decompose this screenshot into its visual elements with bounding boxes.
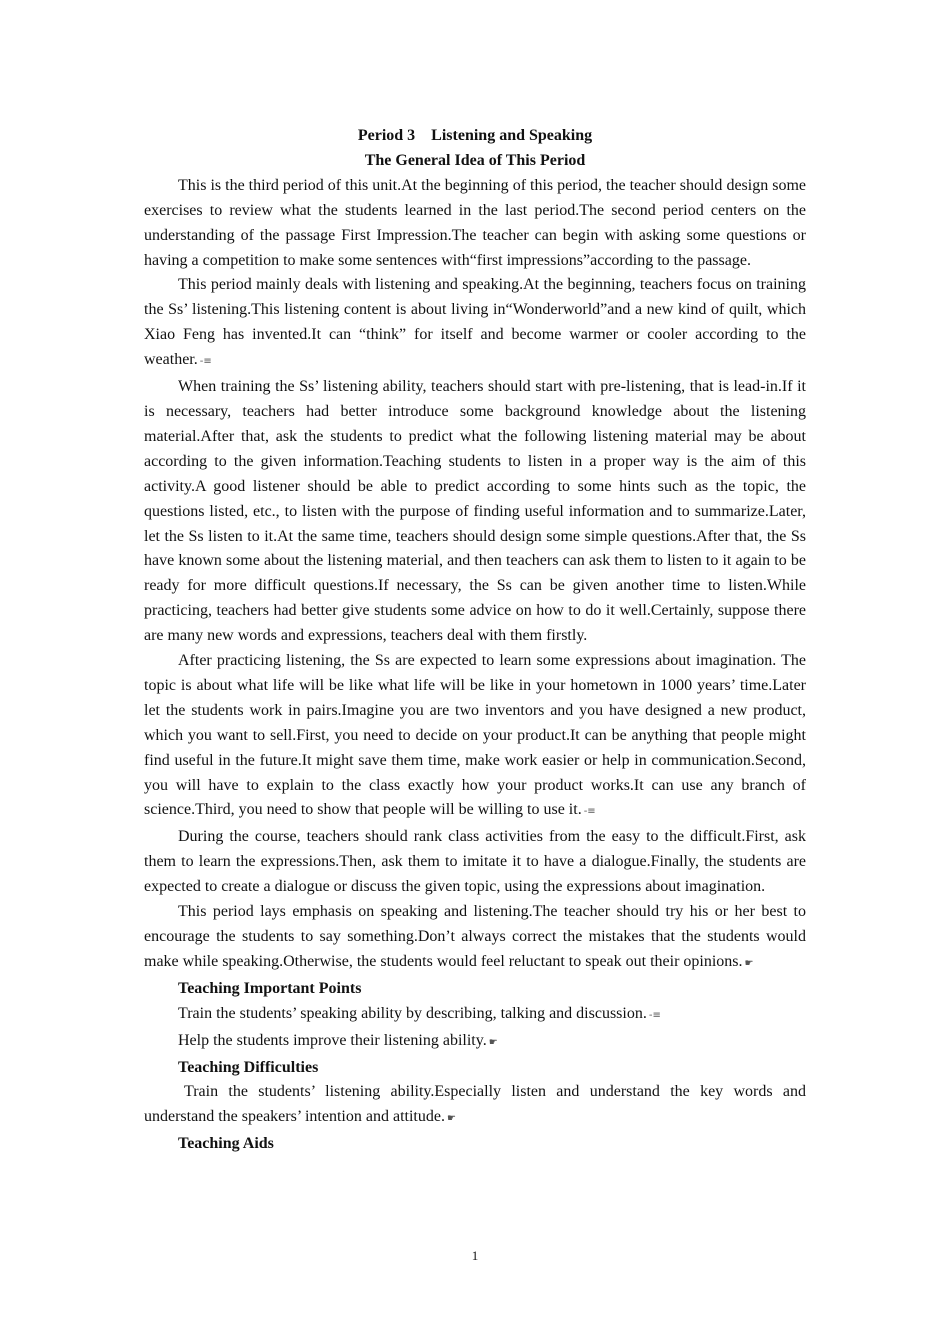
paragraph-3 <box>144 375 806 649</box>
page-number: 1 <box>471 1248 479 1263</box>
important-point-2-text: Help the students improve their listening ability. <box>178 1031 487 1049</box>
period-title: Period 3 Listening and Speaking <box>357 127 593 144</box>
paragraph-1 <box>144 174 806 274</box>
important-points-heading: Teaching Important Points <box>178 979 362 997</box>
paragraph-5-text: During the course, teachers should rank class activities from the easy to the difficult.First, ask them to learn the expressions.Then, ask them to imitate it to have a dialogue.Finally, the students are expected to create a dialogue or discuss the given topic, using the expressions about imagination. <box>144 828 806 896</box>
list-mark-icon: -≡ <box>583 806 596 818</box>
difficulties-paragraph <box>144 1080 806 1132</box>
hand-mark-icon: ☛ <box>488 1036 498 1048</box>
document-page <box>144 124 806 1157</box>
paragraph-2-text: This period mainly deals with listening and speaking.At the beginning, teachers focus on training the Ss’ listening.This listening content is about living in“Wonderworld”and a new kind of quilt, which Xiao Feng has invented.It can “think” for itself and become warmer or cooler according to the weather. <box>144 276 806 369</box>
list-mark-icon: -≡ <box>648 1009 661 1021</box>
paragraph-4 <box>144 649 806 825</box>
paragraph-3-text: When training the Ss’ listening ability, teachers should start with pre-listening, that is lead-in.If it is necessary, teachers had better introduce some background knowledge about the listening material.After that, ask the students to predict what the following listening material may be about according to the given information.Teaching students to listen in a proper way is the aim of this activity.A good listener should be able to predict according to some hints such as the topic, the questions listed, etc., to listen with the purpose of finding useful information and to summarize.Later, let the Ss listen to it.At the same time, teachers should design some simple questions.After that, the Ss have known some about the listening material, and then teachers can ask them to listen to it again to be ready for more difficult questions.If necessary, the Ss can be given another time to listen.While practicing, teachers had better give students some advice on how to do it well.Certainly, suppose there are many new words and expressions, teachers deal with them firstly. <box>144 378 806 645</box>
important-point-1-text: Train the students’ speaking ability by describing, talking and discussion. <box>178 1004 647 1022</box>
paragraph-5 <box>144 825 806 900</box>
paragraph-6 <box>144 900 806 977</box>
section-title: The General Idea of This Period <box>364 151 586 169</box>
important-point-1 <box>144 1002 806 1029</box>
difficulties-text: Train the students’ listening ability.Especially listen and understand the key words and understand the speakers’ intention and attitude. <box>144 1083 806 1126</box>
paragraph-4-text: After practicing listening, the Ss are expected to learn some expressions about imagination. The topic is about what life will be like what life will be like in your hometown in 1000 years’ time.Later let the students work in pairs.Imagine you are two inventors and you have designed a new product, which you want to sell.First, you need to decide on your product.It can be anything that people might find useful in the future.It might save them time, make work easier or help in communication.Second, you will have to explain to the class exactly how your product works.It can use any branch of science.Third, you need to show that people will be willing to use it. <box>144 652 806 819</box>
paragraph-6-text: This period lays emphasis on speaking and listening.The teacher should try his or her best to encourage the students to say something.Don’t always correct the mistakes that the students would make while speaking.Otherwise, the students would feel reluctant to speak out their opinions. <box>144 903 806 970</box>
paragraph-2 <box>144 273 806 375</box>
important-point-2 <box>144 1029 806 1056</box>
list-mark-icon: -≡ <box>199 356 212 368</box>
paragraph-1-text: This is the third period of this unit.At the beginning of this period, the teacher should design some exercises to review what the students learned in the last period.The second period centers on the understanding of the passage First Impression.The teacher can begin with asking some questions or having a competition to make some sentences with“first impressions”according to the passage. <box>144 176 806 269</box>
difficulties-heading: Teaching Difficulties <box>178 1058 319 1076</box>
hand-mark-icon: ☛ <box>446 1113 456 1125</box>
hand-mark-icon: ☛ <box>744 957 754 969</box>
teaching-aids-heading: Teaching Aids <box>178 1135 274 1153</box>
